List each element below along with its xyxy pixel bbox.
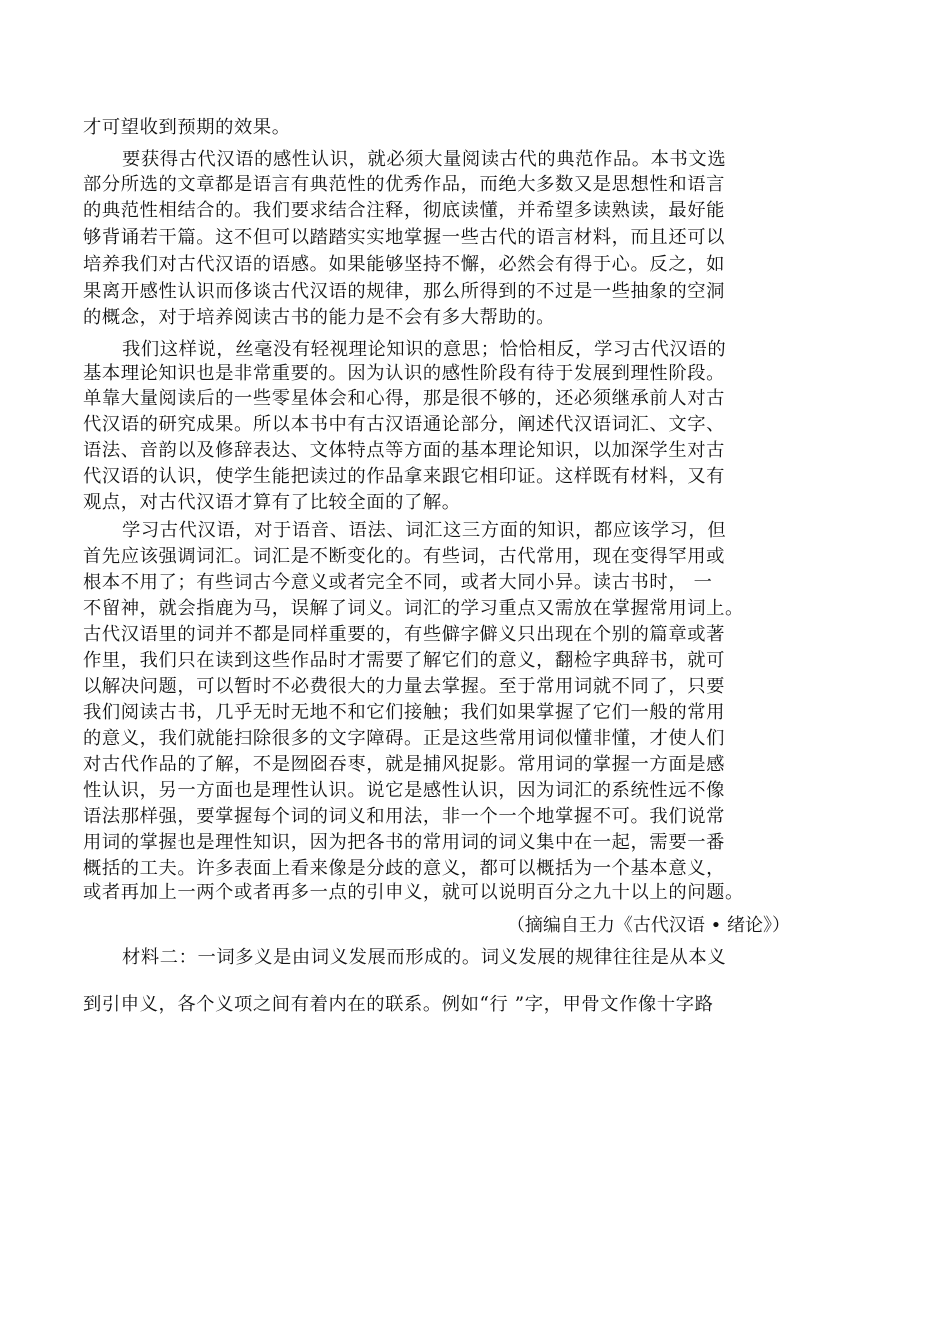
text-line: 代汉语的研究成果。所以本书中有古汉语通论部分，阐述代汉语词汇、文字、 [83,414,725,435]
text-line: 要获得古代汉语的感性认识，就必须大量阅读古代的典范作品。本书文选 [122,149,727,170]
text-line: 基本理论知识也是非常重要的。因为认识的感性阶段有待于发展到理性阶段。 [83,363,725,384]
text-line: 首先应该强调词汇。词汇是不断变化的。有些词，古代常用，现在变得罕用或 [83,546,725,567]
text-line: 培养我们对古代汉语的语感。如果能够坚持不懈，必然会有得于心。反之，如 [83,254,725,275]
source-citation: （摘编自王力《古代汉语 • 绪论》） [506,915,790,936]
text-line: 语法、音韵以及修辞表达、文体特点等方面的基本理论知识，以加深学生对古 [83,440,725,461]
text-line: 我们这样说，丝毫没有轻视理论知识的意思；恰恰相反，学习古代汉语的 [122,339,727,360]
text-line: 性认识，另一方面也是理性认识。说它是感性认识，因为词汇的系统性远不像 [83,780,725,801]
text-line: 的意义，我们就能扫除很多的文字障碍。正是这些常用词似懂非懂，才使人们 [83,728,725,749]
text-line: 以解决问题，可以暂时不必费很大的力量去掌握。至于常用词就不同了，只要 [83,676,725,697]
text-line: 观点，对古代汉语才算有了比较全面的了解。 [83,492,461,513]
text-line: 果离开感性认识而侈谈古代汉语的规律，那么所得到的不过是一些抽象的空洞 [83,281,725,302]
text-line: 的概念，对于培养阅读古书的能力是不会有多大帮助的。 [83,307,556,328]
text-line: 到引申义，各个义项之间有着内在的联系。例如“行 ”字，甲骨文作像十字路 [83,994,714,1015]
text-line: 部分所选的文章都是语言有典范性的优秀作品，而绝大多数又是思想性和语言 [83,174,725,195]
text-line: 的典范性相结合的。我们要求结合注释，彻底读懂，并希望多读熟读，最好能 [83,200,725,221]
text-line: 对古代作品的了解，不是囫囵吞枣，就是捕风捉影。常用词的掌握一方面是感 [83,754,725,775]
text-line: 材料二：一词多义是由词义发展而形成的。词义发展的规律往往是从本义 [122,947,727,968]
text-line: 学习古代汉语，对于语音、语法、词汇这三方面的知识，都应该学习，但 [122,520,727,541]
text-line: 古代汉语里的词并不都是同样重要的，有些僻字僻义只出现在个别的篇章或著 [83,624,725,645]
text-line: 我们阅读古书，几乎无时无地不和它们接触；我们如果掌握了它们一般的常用 [83,702,725,723]
text-line: 用词的掌握也是理性知识，因为把各书的常用词的词义集中在一起，需要一番 [83,832,725,853]
text-line: 语法那样强，要掌握每个词的词义和用法，非一个一个地掌握不可。我们说常 [83,806,725,827]
text-line: 够背诵若干篇。这不但可以踏踏实实地掌握一些古代的语言材料，而且还可以 [83,227,725,248]
text-line: 或者再加上一两个或者再多一点的引申义，就可以说明百分之九十以上的问题。 [83,882,744,903]
text-line: 根本不用了；有些词古今意义或者完全不同，或者大同小异。读古书时， 一 [83,572,713,593]
text-line: 代汉语的认识，使学生能把读过的作品拿来跟它相印证。这样既有材料，又有 [83,466,725,487]
text-line: 单靠大量阅读后的一些零星体会和心得，那是很不够的，还必须继承前人对古 [83,388,725,409]
text-line: 作里，我们只在读到这些作品时才需要了解它们的意义，翻检字典辞书，就可 [83,650,725,671]
text-line: 不留神，就会指鹿为马，误解了词义。词汇的学习重点又需放在掌握常用词上。 [83,598,744,619]
text-line: 概括的工夫。许多表面上看来像是分歧的意义，都可以概括为一个基本意义， [83,858,725,879]
text-line: 才可望收到预期的效果。 [83,117,291,138]
